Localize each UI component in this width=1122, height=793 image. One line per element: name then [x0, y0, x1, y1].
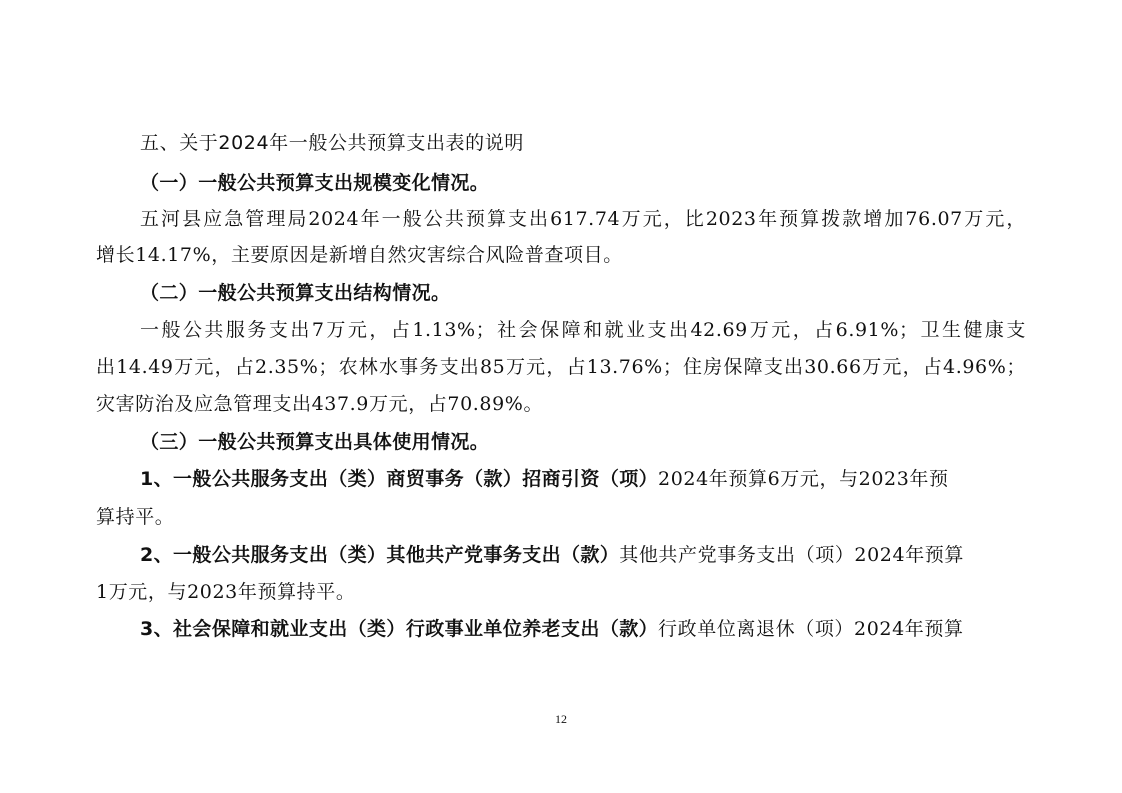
- subsection-2-paragraph-line-3: 灾害防治及应急管理支出437.9万元，占70.89%。: [96, 393, 544, 415]
- item-1-bold-title: 1、一般公共服务支出（类）商贸事务（款）招商引资（项）: [140, 468, 659, 490]
- item-1-text: 2024年预算6万元，与2023年预: [658, 468, 949, 490]
- item-2-text: 其他共产党事务支出（项）2024年预算: [619, 544, 964, 566]
- subsection-2-paragraph-line-2: 出14.49万元，占2.35%；农林水事务支出85万元，占13.76%；住房保障支出30.66万元，占4.96%；: [96, 356, 1026, 378]
- item-2-bold-title: 2、一般公共服务支出（类）其他共产党事务支出（款）: [140, 544, 620, 566]
- item-2-line-1: [140, 543, 1026, 567]
- subsection-3-heading: （三）一般公共预算支出具体使用情况。: [140, 431, 490, 453]
- item-1-line-1: [140, 467, 1026, 491]
- subsection-1-heading: （一）一般公共预算支出规模变化情况。: [140, 172, 490, 194]
- subsection-2-heading: （二）一般公共预算支出结构情况。: [140, 282, 451, 304]
- page-number: 12: [555, 712, 567, 726]
- item-2-line-2: 1万元，与2023年预算持平。: [96, 581, 356, 603]
- item-3-bold-title: 3、社会保障和就业支出（类）行政事业单位养老支出（款）: [140, 618, 659, 640]
- subsection-1-paragraph-line-1: 五河县应急管理局2024年一般公共预算支出617.74万元，比2023年预算拨款增加76.07万元，: [140, 208, 1026, 230]
- subsection-2-paragraph-line-1: 一般公共服务支出7万元，占1.13%；社会保障和就业支出42.69万元，占6.91%；卫生健康支: [140, 319, 1026, 341]
- subsection-1-paragraph-line-2: 增长14.17%，主要原因是新增自然灾害综合风险普查项目。: [96, 244, 623, 266]
- item-1-line-2: 算持平。: [96, 506, 175, 528]
- item-3-line-1: [140, 617, 1026, 641]
- item-3-text: 行政单位离退休（项）2024年预算: [658, 618, 964, 640]
- section-title: 五、关于2024年一般公共预算支出表的说明: [140, 132, 524, 154]
